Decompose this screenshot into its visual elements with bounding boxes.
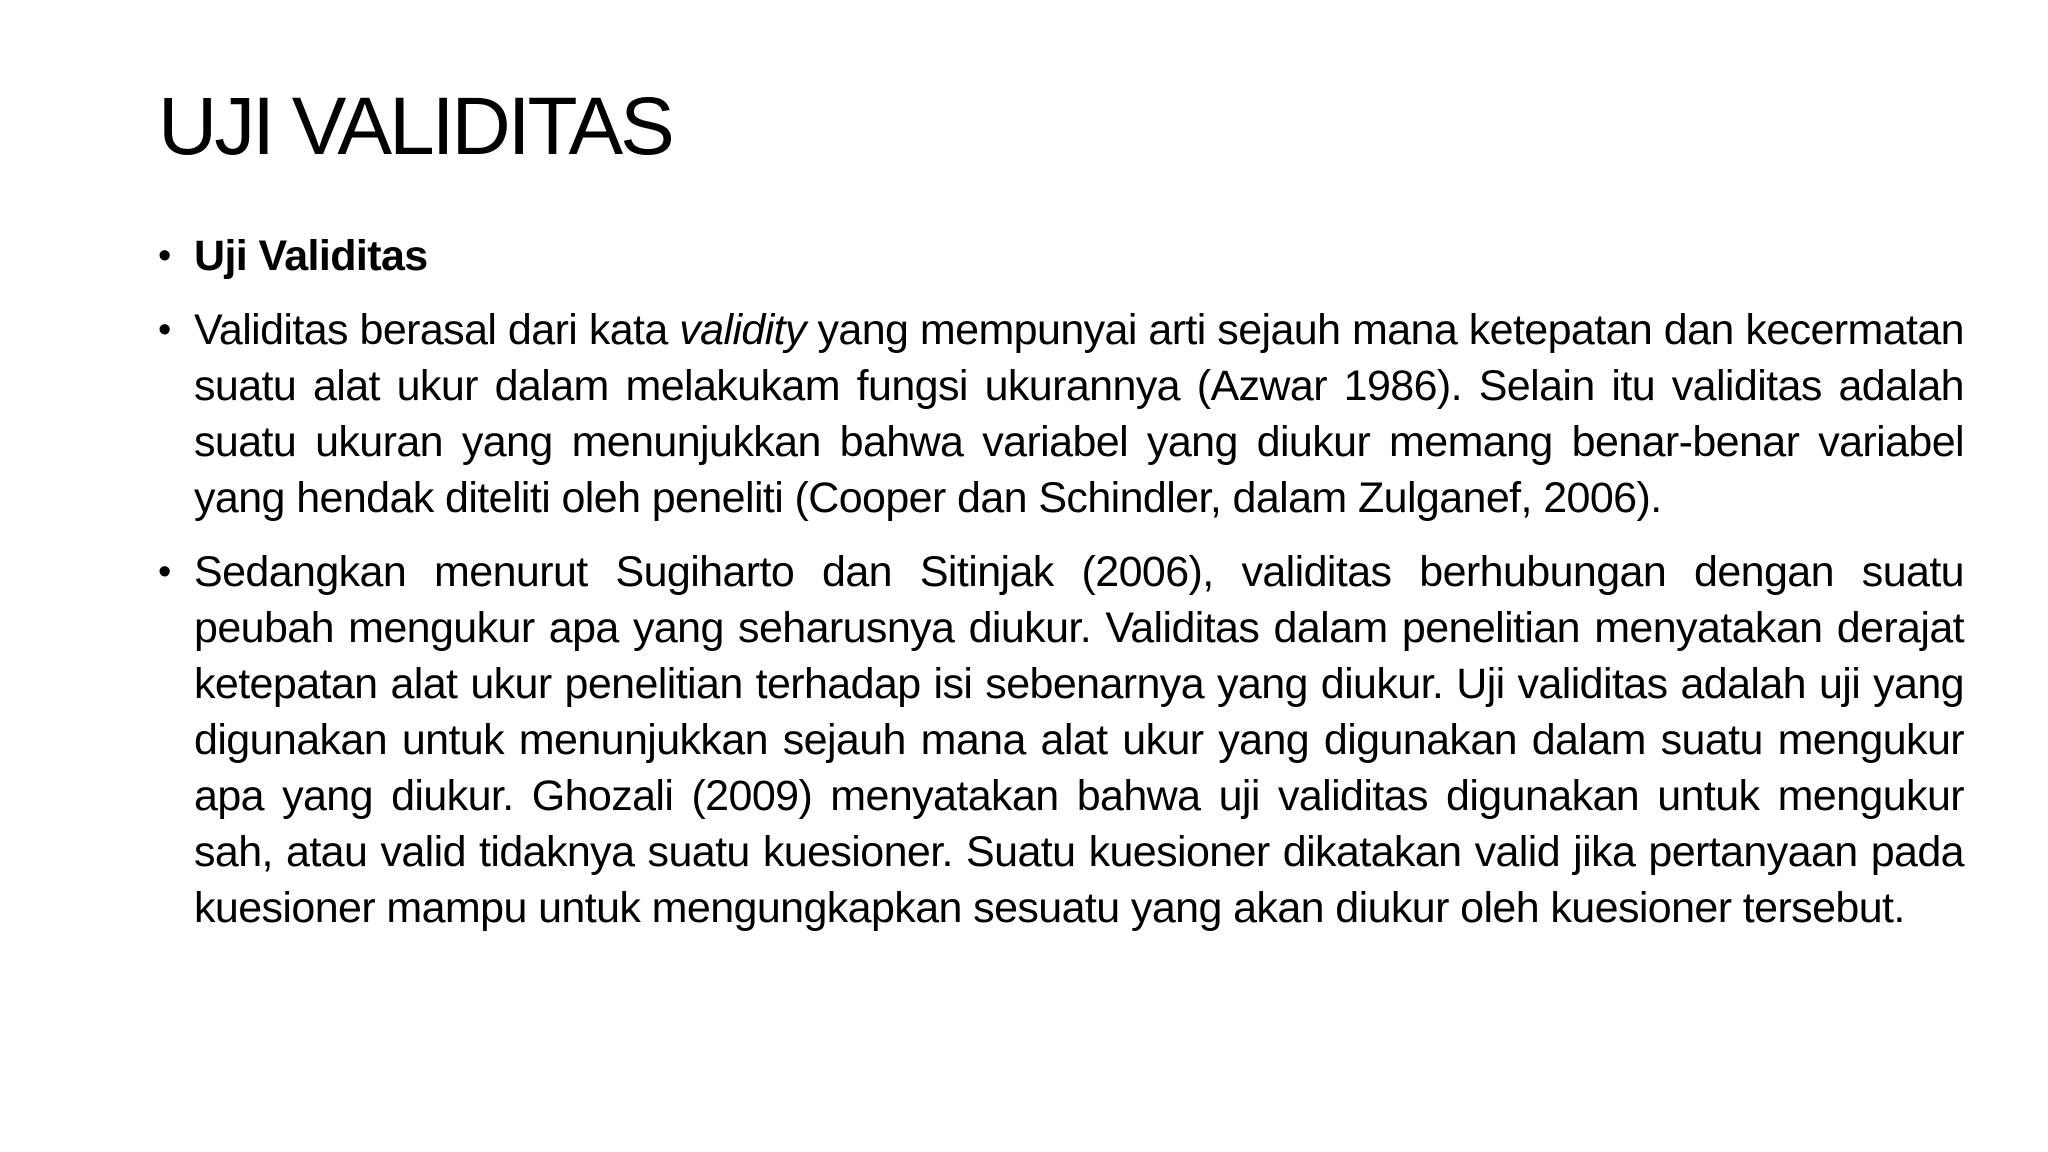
bullet-text: Sedangkan menurut Sugiharto dan Sitinjak (2006), validitas berhubungan dengan suatu peubah mengukur apa yang seharusnya diukur. Validitas dalam penelitian menyatakan derajat ketepatan alat ukur penelitian terhadap isi sebenarnya yang diukur. Uji validitas adalah uji yang digunakan untuk menunjukkan sejauh mana alat ukur yang digunakan dalam suatu mengukur apa yang diukur. Ghozali (2009) menyatakan bahwa uji validitas digunakan untuk mengukur sah, atau valid tidaknya suatu kuesioner. Suatu kuesioner dikatakan valid jika pertanyaan pada kuesioner mampu untuk mengungkapkan sesuatu yang akan diukur oleh kuesioner tersebut. — [194, 548, 1964, 932]
bullet-icon: • — [158, 309, 171, 351]
bullet-item-explanation — [158, 544, 1964, 936]
bullet-text-after: yang mempunyai arti sejauh mana ketepatan dan kecermatan suatu alat ukur dalam melakukam fungsi ukurannya (Azwar 1986). Selain itu validitas adalah suatu ukuran yang menunjukkan bahwa variabel yang diukur memang benar-benar variabel yang hendak diteliti oleh peneliti (Cooper dan Schindler, dalam Zulganef, 2006). — [194, 306, 1964, 522]
bullet-list — [158, 228, 1964, 954]
bullet-text-before: Validitas berasal dari kata — [194, 306, 680, 354]
bullet-item-definition — [158, 302, 1964, 526]
bullet-icon: • — [158, 235, 171, 277]
bullet-icon: • — [158, 551, 171, 593]
bullet-item-heading — [158, 228, 1964, 284]
bullet-heading-text: Uji Validitas — [194, 232, 428, 280]
slide-title: UJI VALIDITAS — [158, 81, 672, 172]
bullet-text-emphasis: validity — [679, 306, 806, 354]
